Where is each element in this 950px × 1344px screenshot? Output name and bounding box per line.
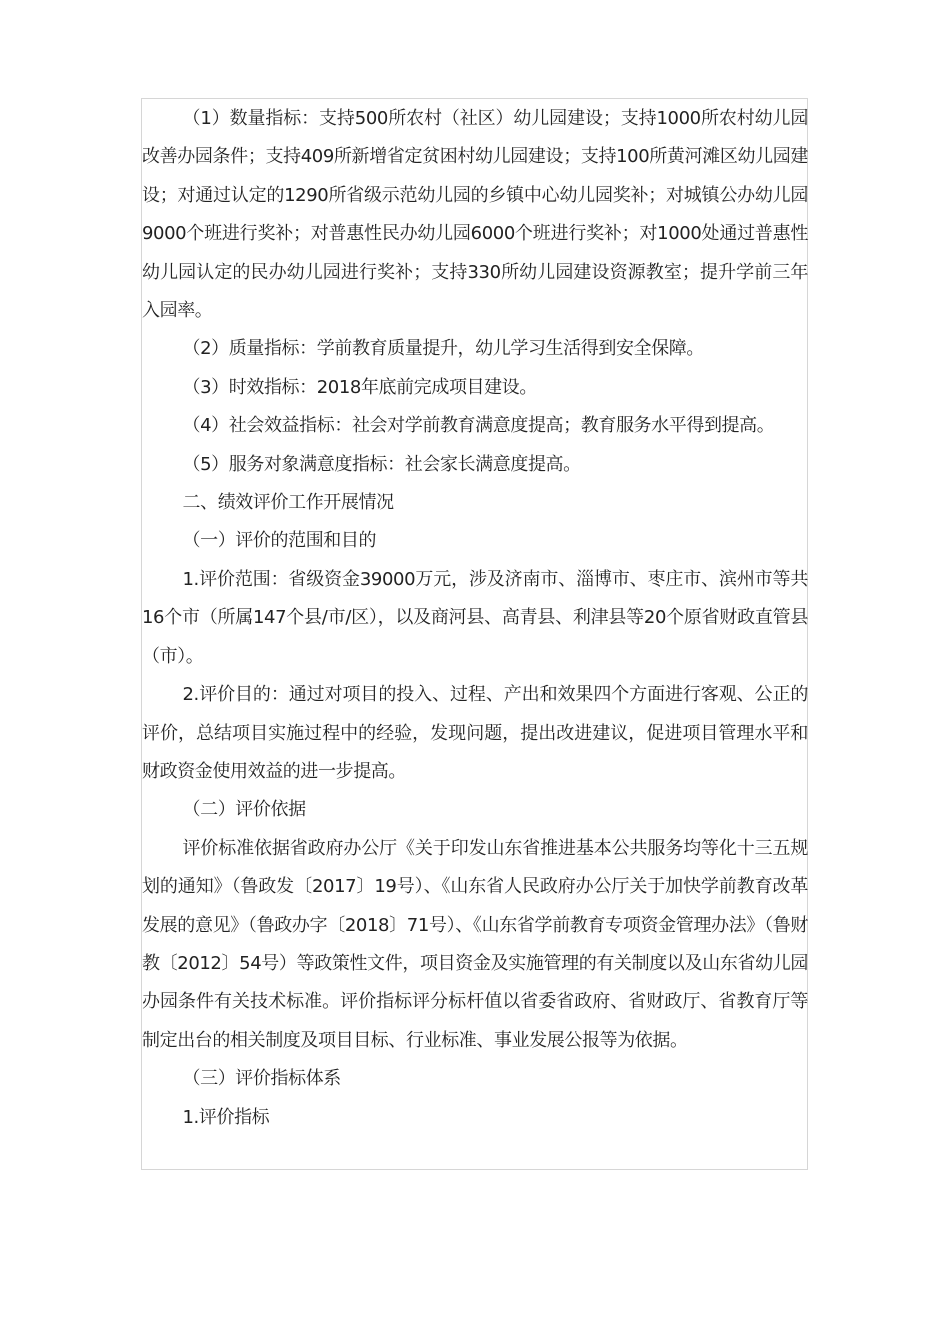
subheading-scope-and-purpose: （一）评价的范围和目的 bbox=[182, 530, 377, 552]
paragraph-evaluation-purpose: 2.评价目的：通过对项目的投入、过程、产出和效果四个方面进行客观、公正的评价，总结项目实施过程中的经验，发现问题，提出改进建议，促进项目管理水平和财政资金使用效益的进一步提高。 bbox=[142, 684, 808, 782]
paragraph-evaluation-basis: 评价标准依据省政府办公厅《关于印发山东省推进基本公共服务均等化十三五规划的通知》（鲁政发〔2017〕19号）、《山东省人民政府办公厅关于加快学前教育改革发展的意见》（鲁政办字〔2018〕71号）、《山东省学前教育专项资金管理办法》（鲁财教〔2012〕54号）等政策性文件，项目资金及实施管理的有关制度以及山东省幼儿园办园条件有关技术标准。评价指标评分标杆值以省委省政府、省财政厅、省教育厅等制定出台的相关制度及项目目标、行业标准、事业发展公报等为依据。 bbox=[142, 837, 808, 1051]
paragraph-social-benefit-indicators: （4）社会效益指标：社会对学前教育满意度提高；教育服务水平得到提高。 bbox=[182, 415, 775, 437]
subheading-evaluation-basis: （二）评价依据 bbox=[182, 799, 306, 821]
section-heading-evaluation-work: 二、绩效评价工作开展情况 bbox=[182, 492, 394, 514]
paragraph-evaluation-scope: 1.评价范围：省级资金39000万元，涉及济南市、淄博市、枣庄市、滨州市等共16个市（所属147个县/市/区），以及商河县、高青县、利津县等20个原省财政直管县（市）。 bbox=[142, 568, 808, 667]
subheading-evaluation-indicators: 1.评价指标 bbox=[182, 1106, 270, 1128]
subheading-indicator-system: （三）评价指标体系 bbox=[182, 1068, 341, 1090]
paragraph-quantity-indicators: （1）数量指标：支持500所农村（社区）幼儿园建设；支持1000所农村幼儿园改善办园条件；支持409所新增省定贫困村幼儿园建设；支持100所黄河滩区幼儿园建设；对通过认定的1290所省级示范幼儿园的乡镇中心幼儿园奖补；对城镇公办幼儿园9000个班进行奖补；对普惠性民办幼儿园6000个班进行奖补；对1000处通过普惠性幼儿园认定的民办幼儿园进行奖补；支持330所幼儿园建设资源教室；提升学前三年入园率。 bbox=[142, 108, 808, 322]
paragraph-satisfaction-indicators: （5）服务对象满意度指标：社会家长满意度提高。 bbox=[182, 453, 581, 475]
paragraph-quality-indicators: （2）质量指标：学前教育质量提升，幼儿学习生活得到安全保障。 bbox=[182, 338, 704, 360]
paragraph-timeliness-indicators: （3）时效指标：2018年底前完成项目建设。 bbox=[182, 376, 537, 398]
document-body bbox=[142, 100, 808, 1137]
